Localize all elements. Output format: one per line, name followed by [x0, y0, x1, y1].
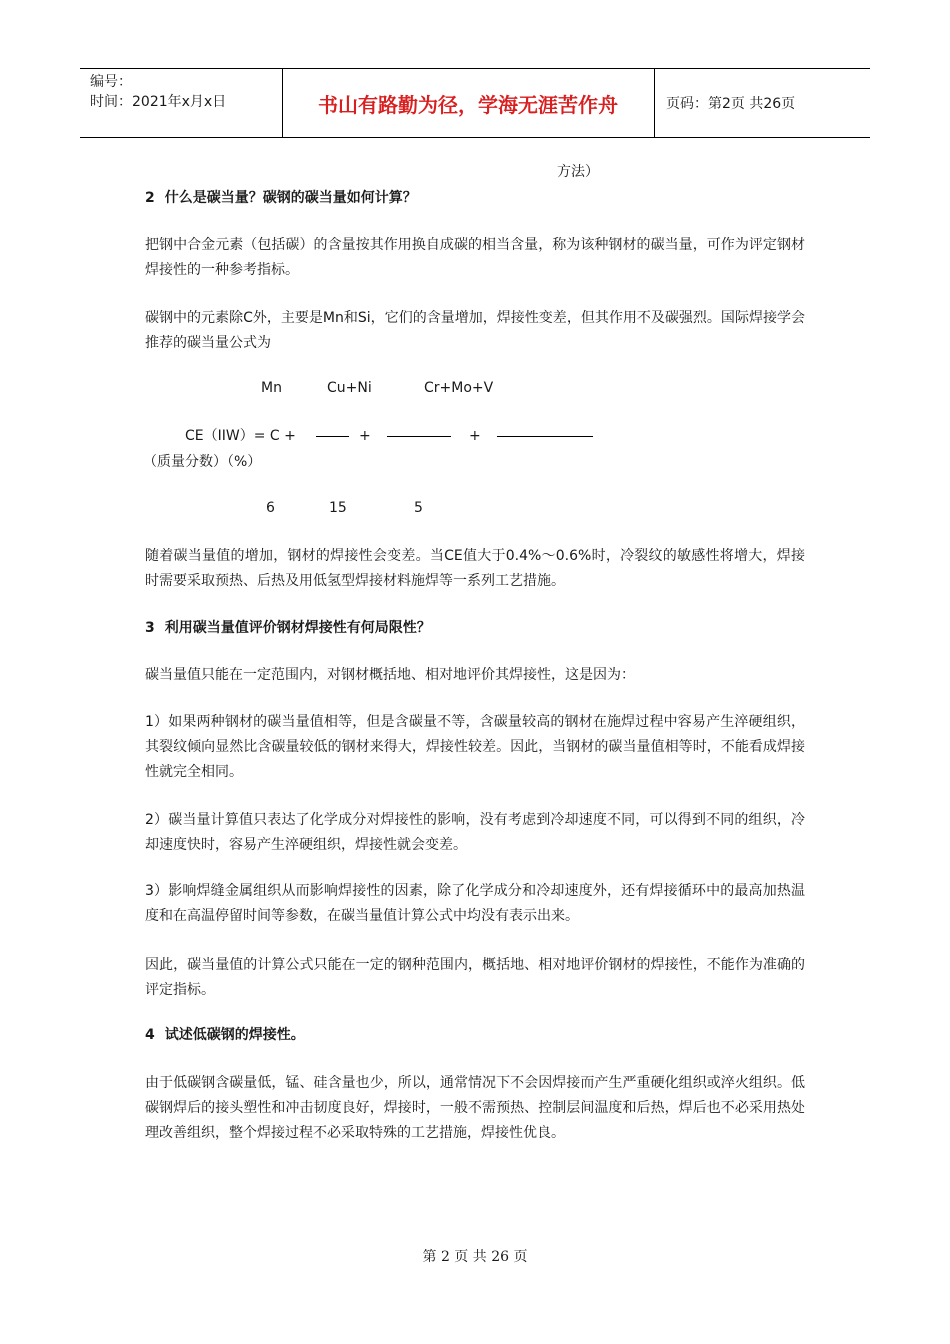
- header-table: [80, 68, 870, 138]
- section-heading-4: [145, 1023, 305, 1048]
- paragraph: 3）影响焊缝金属组织从而影响焊接性的因素，除了化学成分和冷却速度外，还有焊接循环中的最高加热温度和在高温停留时间等参数，在碳当量值计算公式中均没有表示出来。: [145, 883, 805, 924]
- page-footer: 第 2 页 共 26 页: [422, 1249, 528, 1265]
- formula-lhs: CE（IIW）= C +: [185, 428, 296, 444]
- header-divider: [654, 69, 655, 137]
- paragraph: 把钢中合金元素（包括碳）的含量按其作用换自成碳的相当含量，称为该种钢材的碳当量，可作为评定钢材焊接性的一种参考指标。: [145, 237, 805, 278]
- paragraph: 碳当量值只能在一定范围内，对钢材概括地、相对地评价其焊接性，这是因为：: [145, 667, 635, 683]
- formula-plus: +: [469, 428, 481, 444]
- section-title: 试述低碳钢的焊接性。: [164, 1027, 305, 1043]
- paragraph: 碳钢中的元素除C外，主要是Mn和Si，它们的含量增加，焊接性变差，但其作用不及碳强烈。国际焊接学会推荐的碳当量公式为: [145, 310, 805, 351]
- section-title: 什么是碳当量？碳钢的碳当量如何计算？: [164, 190, 417, 206]
- formula-numerator: Mn: [261, 380, 282, 396]
- formula-unit: （质量分数）（%）: [143, 454, 262, 470]
- formula-numerator: Cr+Mo+V: [424, 380, 494, 396]
- header-motto: 书山有路勤为径，学海无涯苦作舟: [318, 92, 618, 117]
- section-number: 4: [145, 1027, 155, 1043]
- fragment-text: 方法）: [557, 164, 599, 180]
- paragraph: 因此，碳当量值的计算公式只能在一定的钢种范围内，概括地、相对地评价钢材的焊接性，不能作为准确的评定指标。: [145, 957, 805, 998]
- formula-plus: +: [359, 428, 371, 444]
- paragraph: 2）碳当量计算值只表达了化学成分对焊接性的影响，没有考虑到冷却速度不同，可以得到不同的组织，冷却速度快时，容易产生淬硬组织，焊接性就会变差。: [145, 812, 805, 853]
- doc-number: 编号：: [90, 74, 132, 90]
- section-title: 利用碳当量值评价钢材焊接性有何局限性？: [164, 620, 431, 636]
- fraction-bar: [316, 436, 349, 437]
- formula-denominator: 15: [329, 500, 347, 516]
- section-heading-2: [145, 186, 417, 211]
- formula-denominator: 5: [414, 500, 423, 516]
- paragraph: 随着碳当量值的增加，钢材的焊接性会变差。当CE值大于0.4%～0.6%时，冷裂纹的敏感性将增大，焊接时需要采取预热、后热及用低氢型焊接材料施焊等一系列工艺措施。: [145, 548, 805, 589]
- fraction-bar: [387, 436, 451, 437]
- fraction-bar: [497, 436, 593, 437]
- formula-denominator: 6: [266, 500, 275, 516]
- header-page-info: 页码：第2页 共26页: [666, 96, 796, 112]
- paragraph: 1）如果两种钢材的碳当量值相等，但是含碳量不等，含碳量较高的钢材在施焊过程中容易产生淬硬组织，其裂纹倾向显然比含碳量较低的钢材来得大，焊接性较差。因此，当钢材的碳当量值相等时，不能看成焊接性就完全相同。: [145, 714, 805, 780]
- paragraph: 由于低碳钢含碳量低，锰、硅含量也少，所以，通常情况下不会因焊接而产生严重硬化组织或淬火组织。低碳钢焊后的接头塑性和冲击韧度良好，焊接时，一般不需预热、控制层间温度和后热，焊后也不必采用热处理改善组织，整个焊接过程不必采取特殊的工艺措施，焊接性优良。: [145, 1075, 805, 1141]
- formula-numerator: Cu+Ni: [327, 380, 372, 396]
- section-number: 3: [145, 620, 155, 636]
- section-heading-3: [145, 616, 431, 641]
- section-number: 2: [145, 190, 155, 206]
- doc-date: 时间：2021年x月x日: [90, 94, 227, 110]
- header-meta: [90, 72, 226, 112]
